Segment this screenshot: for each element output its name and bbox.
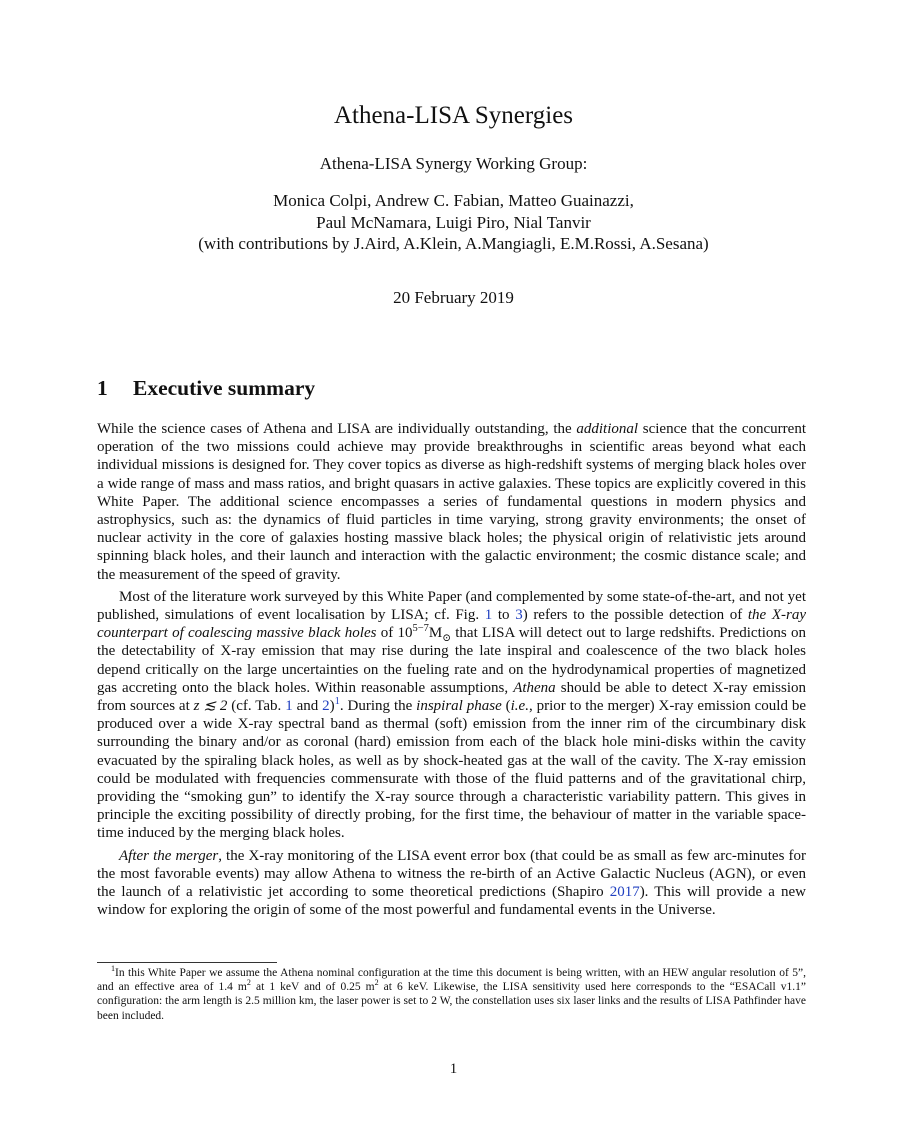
solar-mass-symbol: ⊙ [442, 633, 452, 645]
page-number: 1 [449, 1061, 458, 1077]
text-run: at 6 keV. Likewise, the LISA sensitivity used here corresponds to the “ESACall v1.1” configuration: the arm length is 2.5 million km, the laser power is set to 2 W, the constellation uses six laser links and the results of LISA Pathfinder have been included. [97, 981, 806, 1022]
text-run: that LISA will detect out to large redshifts. Predictions on the detectability of X-ray emission that may rise during the late inspiral and coalescence of the two black holes depend critically on the large uncertainties on the fueling rate and on the hydrodynamical properties of magnetized gas accreting onto the black holes. Within reasonable assumptions, [97, 625, 806, 696]
exponent: 2 [374, 978, 379, 988]
authors-line: Paul McNamara, Luigi Piro, Nial Tanvir [316, 212, 591, 232]
text-run: ) [329, 698, 335, 715]
paper-title: Athena-LISA Synergies [333, 102, 574, 129]
paragraph [97, 847, 806, 920]
exponent: 5−7 [412, 623, 429, 635]
text-run: ( [501, 698, 511, 715]
section-heading [97, 376, 315, 401]
footnote-rule [97, 962, 277, 963]
text-run: , the X-ray monitoring of the LISA event error box (that could be as small as few arc-minutes for the most favorable events) may allow Athena to witness the re-birth of an Active Galactic Nucleus (AGN), or even the launch of a relativistic jet according to some theoretical predictions (Shapiro [97, 847, 806, 901]
emphasis: inspiral phase [416, 698, 502, 715]
text-run: at 1 keV and of 0.25 m [250, 981, 375, 994]
text-run: Most of the literature work surveyed by this White Paper (and complemented by some state-of-the-art, and not yet published, simulations of event localisation by LISA; cf. Fig. [97, 588, 806, 624]
footnote-link[interactable]: 1 [334, 696, 340, 708]
text-run: of 10 [376, 625, 413, 642]
text-run: While the science cases of Athena and LISA are individually outstanding, the [97, 421, 577, 437]
paragraph [97, 588, 806, 843]
text-run: science that the concurrent operation of the two missions could achieve may provide breakthroughs in scientific areas beyond what each individual missions is designed for. They cover topics as diverse as high-redshift systems of merging black holes over a wide range of mass and mass ratios, and bright quasars in active galaxies. These topics are explicitly covered in this White Paper. The additional science encompasses a series of fundamental questions in modern physics and astrophysics, such as: the dynamics of fluid particles in time varying, strong gravity environments; the onset of nuclear activity in the core of galaxies hosting massive black holes; the physical origin of relativistic jets around spinning black holes, and their launch and interaction with the galactic environment; the cosmic distance scale; and the measurement of the speed of gravity. [97, 421, 806, 583]
figure-link[interactable]: 3 [515, 607, 523, 624]
text-run: to [492, 607, 516, 624]
working-group: Athena-LISA Synergy Working Group: [319, 154, 588, 173]
emphasis: the X-ray counterpart of coalescing massive black holes [97, 607, 807, 642]
text-run: M [428, 625, 443, 642]
contributors-line: (with contributions by J.Aird, A.Klein, A.Mangiagli, E.M.Rossi, A.Sesana) [198, 234, 709, 253]
body-text [97, 420, 806, 923]
footnote [97, 966, 806, 1023]
citation-link[interactable]: 2017 [609, 884, 640, 901]
section-title: Executive summary [133, 376, 316, 400]
author-list [0, 190, 907, 255]
emphasis: additional [576, 421, 639, 437]
table-link[interactable]: 1 [285, 698, 293, 715]
paragraph [97, 420, 806, 584]
math-inline: z ≲ 2 [193, 698, 228, 715]
text-run: . During the [339, 698, 417, 715]
text-run: (cf. Tab. [227, 698, 286, 715]
figure-link[interactable]: 1 [484, 607, 493, 624]
text-run: In this White Paper we assume the Athena nominal configuration at the time this document is being written, with an HEW angular resolution of 5”, and an effective area of 1.4 m [97, 967, 806, 994]
footnote-mark: 1 [111, 964, 116, 974]
section-number: 1 [97, 376, 108, 400]
exponent: 2 [246, 978, 251, 988]
text-run: and [292, 698, 323, 715]
publication-date: 20 February 2019 [393, 288, 514, 307]
footnote-text [97, 966, 806, 1023]
text-run: ). This will provide a new window for exploring the origin of some of the most powerful and fundamental events in the Universe. [97, 884, 806, 919]
authors-line: Monica Colpi, Andrew C. Fabian, Matteo Guainazzi, [273, 191, 634, 210]
text-run: should be able to detect X-ray emission from sources at [97, 679, 807, 715]
emphasis: i.e. [510, 698, 529, 715]
text-run: , prior to the merger) X-ray emission could be produced over a wide X-ray spectral band as thermal (soft) emission from the inner rim of the circumbinary disk surrounding the binary and/or as coronal (hard) emission from each of the black hole mini-disks within the cavity evacuated by the spiraling black holes, as well as by shock-heated gas at the wall of the cavity. The X-ray emission could be modulated with frequencies commensurate with those of the fluid patterns and of the gravitational chirp, providing the “smoking gun” to identify the X-ray source through a characteristic variability pattern. This gives in principle the exciting possibility of directly probing, for the first time, the behaviour of matter in the variable space-time induced by the merging black holes. [97, 698, 807, 842]
emphasis: After the merger [119, 847, 219, 864]
emphasis: Athena [513, 679, 556, 696]
text-run: ) refers to the possible detection of [522, 607, 748, 624]
table-link[interactable]: 2 [322, 698, 330, 715]
